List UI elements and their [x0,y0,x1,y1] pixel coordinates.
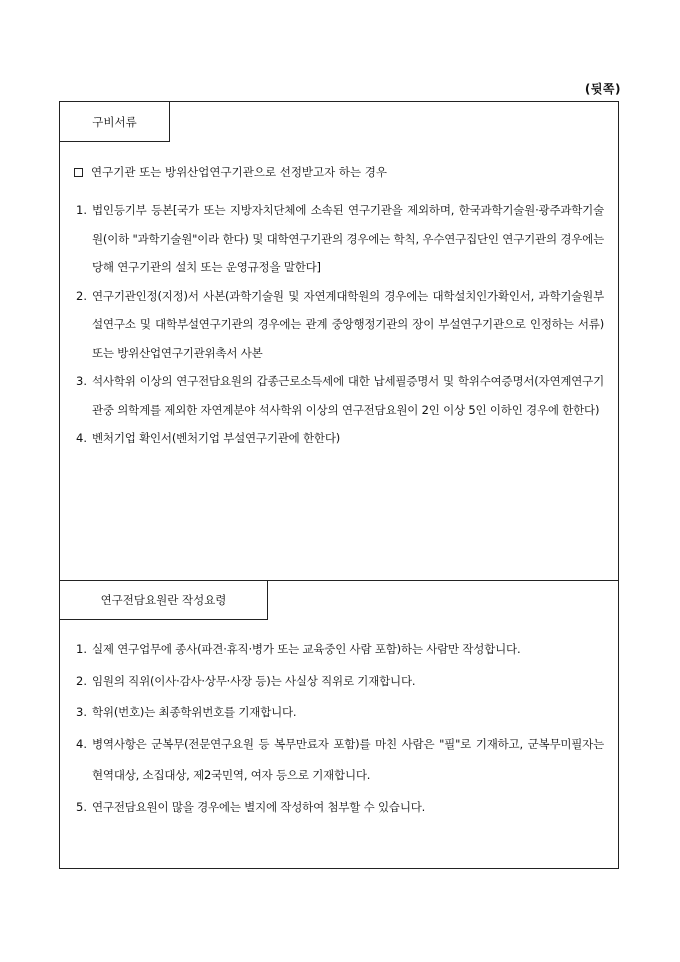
item-text: 법인등기부 등본[국가 또는 지방자치단체에 소속된 연구기관을 제외하며, 한국과학기술원·광주과학기술원(이하 "과학기술원"이라 한다) 및 대학연구기관의 경우에는 학칙, 우수연구집단인 연구기관의 경우에는 당해 연구기관의 설치 또는 운영규정을 말한다] [92,203,604,274]
required-documents-lead [74,164,387,180]
form-frame [59,101,619,869]
item-number: 5. [76,799,87,814]
list-item [76,729,604,792]
writing-guide-list [76,634,604,823]
item-number: 2. [76,288,87,303]
item-number: 3. [76,705,87,719]
list-item [76,666,604,698]
lead-text: 연구기관 또는 방위산업연구기관으로 선정받고자 하는 경우 [91,165,387,179]
list-item [76,634,604,666]
list-item [76,792,604,824]
item-text: 연구전담요원이 많을 경우에는 별지에 작성하여 첨부할 수 있습니다. [92,799,426,814]
back-page-label: (뒷쪽) [584,82,621,96]
required-documents-tab: 구비서류 [60,102,170,142]
list-item [76,196,604,282]
item-number: 3. [76,374,87,388]
item-number: 2. [76,673,87,688]
item-text: 석사학위 이상의 연구전담요원의 갑종근로소득세에 대한 납세필증명서 및 학위수여증명서(자연계연구기관중 의학계를 제외한 자연계분야 석사학위 이상의 연구전담요원이 2인 이상 5인 이하인 경우에 한한다) [92,374,604,417]
required-documents-list [76,196,604,453]
writing-guide-tab: 연구전담요원란 작성요령 [60,580,268,620]
item-number: 4. [76,431,87,445]
list-item [76,424,604,453]
item-text: 벤처기업 확인서(벤처기업 부설연구기관에 한한다) [92,431,341,445]
item-text: 실제 연구업무에 종사(파견·휴직·병가 또는 교육중인 사람 포함)하는 사람만 작성합니다. [92,642,521,656]
item-text: 임원의 직위(이사·감사·상무·사장 등)는 사실상 직위로 기재합니다. [92,673,416,688]
writing-guide-section [60,580,618,870]
item-number: 1. [76,642,87,656]
item-text: 연구기관인정(지정)서 사본(과학기술원 및 자연계대학원의 경우에는 대학설치인가확인서, 과학기술원부설연구소 및 대학부설연구기관의 경우에는 관계 중앙행정기관의 장이 부설연구기관으로 인정하는 서류) 또는 방위산업연구기관위촉서 사본 [92,288,604,360]
item-number: 4. [76,736,87,751]
checkbox-icon [74,168,83,177]
list-item [76,282,604,368]
required-documents-section [60,102,618,581]
list-item [76,367,604,424]
item-text: 병역사항은 군복무(전문연구요원 등 복무만료자 포함)를 마친 사람은 "필"로 기재하고, 군복무미필자는 현역대상, 소집대상, 제2국민역, 여자 등으로 기재합니다. [92,736,604,782]
list-item [76,697,604,729]
item-number: 1. [76,203,87,217]
item-text: 학위(번호)는 최종학위번호를 기재합니다. [92,705,297,719]
